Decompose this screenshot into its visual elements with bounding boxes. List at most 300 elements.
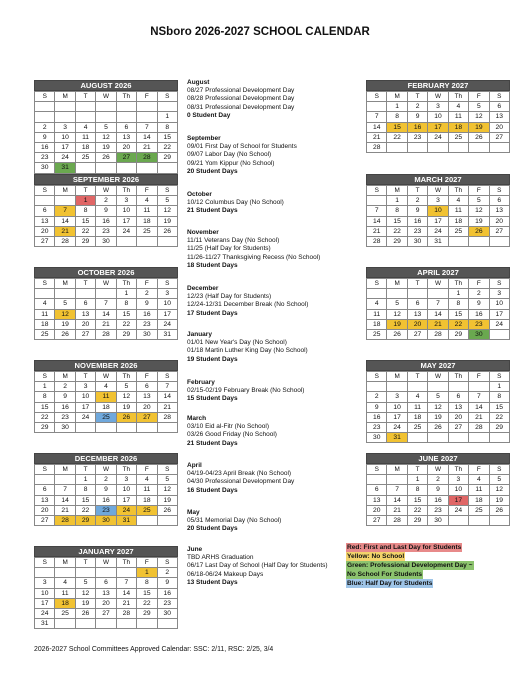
day-cell: 11	[96, 392, 116, 402]
event-item: 09/21 Yom Kippur (No School)	[187, 159, 275, 167]
day-cell	[489, 142, 509, 152]
weekday-label: S	[367, 186, 387, 196]
day-cell	[116, 163, 136, 173]
day-cell: 10	[428, 206, 448, 216]
day-cell: 18	[35, 319, 55, 329]
day-cell: 5	[75, 578, 95, 588]
day-cell: 29	[75, 515, 95, 525]
day-cell: 3	[116, 475, 136, 485]
month-events	[187, 191, 284, 216]
day-cell: 14	[137, 132, 157, 142]
weekday-label: F	[137, 279, 157, 289]
day-cell: 16	[137, 309, 157, 319]
weekday-label: Th	[116, 372, 136, 382]
weekday-label: T	[75, 92, 95, 102]
day-cell: 5	[387, 299, 407, 309]
month-events	[187, 415, 277, 448]
day-cell: 14	[469, 402, 489, 412]
month-calendar	[34, 267, 178, 340]
day-cell: 21	[428, 319, 448, 329]
weekday-label: F	[469, 186, 489, 196]
event-month-title: December	[187, 285, 219, 292]
day-cell: 18	[407, 412, 427, 422]
day-cell: 25	[96, 412, 116, 422]
day-cell	[35, 102, 55, 112]
weekday-label: F	[469, 92, 489, 102]
day-cell	[137, 619, 157, 629]
weekday-label: S	[367, 465, 387, 475]
day-cell: 2	[157, 568, 177, 578]
day-cell: 28	[137, 153, 157, 163]
day-cell: 19	[489, 495, 509, 505]
day-cell: 4	[367, 299, 387, 309]
day-cell: 26	[489, 505, 509, 515]
day-cell	[137, 515, 157, 525]
day-cell	[157, 422, 177, 432]
day-cell: 8	[448, 299, 468, 309]
day-cell: 31	[157, 329, 177, 339]
day-cell	[75, 102, 95, 112]
day-cell: 18	[55, 598, 75, 608]
weekday-label: S	[367, 279, 387, 289]
day-cell: 27	[448, 422, 468, 432]
weekday-label: T	[407, 465, 427, 475]
day-cell: 25	[367, 329, 387, 339]
day-cell: 27	[35, 515, 55, 525]
day-cell: 5	[428, 392, 448, 402]
day-cell: 19	[96, 142, 116, 152]
weekday-label: T	[407, 92, 427, 102]
weekday-label: W	[96, 465, 116, 475]
day-cell: 21	[96, 319, 116, 329]
event-item: 08/27 Professional Development Day	[187, 87, 295, 95]
day-cell: 29	[407, 515, 427, 525]
event-item: TBD ARHS Graduation	[187, 554, 254, 562]
day-cell: 14	[157, 392, 177, 402]
day-cell: 4	[75, 122, 95, 132]
day-cell: 20	[407, 319, 427, 329]
weekday-label: Th	[116, 186, 136, 196]
day-cell: 21	[469, 412, 489, 422]
month-calendar	[366, 360, 510, 443]
day-cell: 3	[428, 196, 448, 206]
day-cell: 23	[96, 505, 116, 515]
day-cell: 2	[137, 289, 157, 299]
day-cell: 7	[367, 206, 387, 216]
weekday-label: S	[367, 92, 387, 102]
day-cell: 7	[55, 206, 75, 216]
day-cell: 10	[387, 402, 407, 412]
day-cell	[116, 619, 136, 629]
day-cell: 14	[96, 309, 116, 319]
day-cell: 17	[55, 142, 75, 152]
day-cell: 11	[448, 206, 468, 216]
month-header: JANUARY 2027	[34, 546, 178, 557]
day-cell: 29	[75, 236, 95, 246]
day-cell: 4	[35, 299, 55, 309]
month-events	[187, 79, 294, 120]
day-cell: 24	[116, 226, 136, 236]
weekday-label: S	[157, 558, 177, 568]
day-cell: 1	[407, 475, 427, 485]
day-cell: 31	[116, 515, 136, 525]
day-cell: 23	[157, 598, 177, 608]
day-cell: 17	[428, 216, 448, 226]
day-cell: 17	[35, 598, 55, 608]
day-cell: 10	[489, 299, 509, 309]
day-cell: 28	[367, 142, 387, 152]
month-header: OCTOBER 2026	[34, 267, 178, 278]
day-cell	[75, 422, 95, 432]
day-cell: 1	[489, 382, 509, 392]
day-cell	[428, 142, 448, 152]
day-cell: 24	[116, 505, 136, 515]
weekday-label: S	[35, 186, 55, 196]
month-header: MARCH 2027	[366, 174, 510, 185]
weekday-label: Th	[116, 92, 136, 102]
day-cell: 27	[367, 515, 387, 525]
month-calendar	[366, 453, 510, 526]
day-cell: 6	[137, 382, 157, 392]
day-cell: 25	[75, 153, 95, 163]
weekday-label: M	[387, 186, 407, 196]
day-cell: 12	[469, 206, 489, 216]
day-cell	[428, 382, 448, 392]
day-cell: 16	[428, 495, 448, 505]
day-cell	[116, 236, 136, 246]
day-cell	[75, 163, 95, 173]
day-cell: 1	[448, 289, 468, 299]
weekday-label: Th	[448, 465, 468, 475]
day-cell: 7	[137, 122, 157, 132]
day-cell: 20	[137, 402, 157, 412]
day-cell: 26	[96, 153, 116, 163]
day-cell: 16	[157, 588, 177, 598]
day-cell: 30	[367, 433, 387, 443]
weekday-label: F	[137, 558, 157, 568]
day-cell: 21	[55, 226, 75, 236]
page-title: NSboro 2026-2027 SCHOOL CALENDAR	[150, 26, 370, 38]
day-cell: 21	[387, 505, 407, 515]
student-days-count: 18 Student Days	[187, 261, 238, 269]
month-header: SEPTEMBER 2026	[34, 174, 178, 185]
day-cell: 8	[157, 122, 177, 132]
month-calendar	[34, 453, 178, 526]
day-cell: 2	[428, 475, 448, 485]
day-cell: 12	[55, 309, 75, 319]
day-cell: 24	[448, 505, 468, 515]
day-cell	[157, 515, 177, 525]
day-cell: 5	[469, 102, 489, 112]
day-cell: 11	[407, 402, 427, 412]
day-cell: 19	[116, 402, 136, 412]
day-cell: 6	[96, 578, 116, 588]
day-cell	[96, 422, 116, 432]
day-cell	[35, 289, 55, 299]
day-cell: 31	[428, 236, 448, 246]
day-cell: 25	[137, 226, 157, 236]
day-cell: 24	[428, 226, 448, 236]
day-cell	[96, 112, 116, 122]
day-cell: 31	[55, 163, 75, 173]
day-cell: 13	[116, 132, 136, 142]
day-cell	[469, 515, 489, 525]
day-cell	[367, 196, 387, 206]
day-cell: 18	[469, 495, 489, 505]
month-events	[187, 546, 328, 587]
day-cell: 14	[428, 309, 448, 319]
day-cell	[448, 142, 468, 152]
day-cell	[489, 433, 509, 443]
student-days-count: 20 Student Days	[187, 167, 238, 175]
day-cell: 13	[96, 588, 116, 598]
day-cell: 8	[489, 392, 509, 402]
day-cell: 8	[35, 392, 55, 402]
day-cell: 12	[96, 132, 116, 142]
day-cell	[428, 433, 448, 443]
day-cell: 6	[35, 206, 55, 216]
student-days-count: 15 Student Days	[187, 395, 238, 403]
day-cell: 27	[489, 226, 509, 236]
event-month-title: January	[187, 331, 212, 338]
day-cell	[157, 102, 177, 112]
day-cell: 30	[96, 515, 116, 525]
day-cell: 6	[448, 392, 468, 402]
day-cell: 18	[448, 216, 468, 226]
day-cell: 1	[387, 102, 407, 112]
day-cell	[96, 163, 116, 173]
day-cell: 14	[387, 495, 407, 505]
day-cell: 17	[157, 309, 177, 319]
day-cell	[469, 142, 489, 152]
event-item: 09/07 Labor Day (No School)	[187, 151, 272, 159]
day-cell: 16	[35, 142, 55, 152]
day-cell	[96, 568, 116, 578]
day-cell: 30	[96, 236, 116, 246]
day-cell: 13	[75, 309, 95, 319]
day-cell: 17	[448, 495, 468, 505]
day-cell: 12	[75, 588, 95, 598]
month-events	[187, 509, 281, 534]
day-cell: 19	[387, 319, 407, 329]
day-cell: 16	[469, 309, 489, 319]
day-cell: 23	[367, 422, 387, 432]
day-cell: 29	[387, 236, 407, 246]
weekday-label: T	[407, 186, 427, 196]
day-cell: 29	[35, 422, 55, 432]
weekday-label: S	[157, 186, 177, 196]
day-cell: 30	[469, 329, 489, 339]
day-cell: 3	[428, 102, 448, 112]
day-cell: 13	[35, 216, 55, 226]
day-cell: 11	[75, 132, 95, 142]
day-cell	[469, 382, 489, 392]
day-cell: 11	[55, 588, 75, 598]
day-cell: 16	[96, 495, 116, 505]
day-cell: 12	[428, 402, 448, 412]
day-cell: 18	[137, 495, 157, 505]
day-cell: 5	[469, 196, 489, 206]
student-days-count: 21 Student Days	[187, 439, 238, 447]
month-calendar	[366, 80, 510, 153]
day-cell: 12	[469, 112, 489, 122]
day-cell: 19	[55, 319, 75, 329]
month-calendar	[366, 267, 510, 340]
day-cell	[116, 112, 136, 122]
day-cell: 27	[116, 153, 136, 163]
day-cell: 23	[469, 319, 489, 329]
day-cell: 29	[489, 422, 509, 432]
day-cell: 15	[75, 495, 95, 505]
event-item: 12/23 (Half Day for Students)	[187, 293, 272, 301]
day-cell: 6	[35, 485, 55, 495]
day-cell: 24	[428, 132, 448, 142]
weekday-label: M	[55, 279, 75, 289]
student-days-count: 17 Student Days	[187, 309, 238, 317]
day-cell: 19	[75, 598, 95, 608]
day-cell	[96, 619, 116, 629]
day-cell: 26	[387, 329, 407, 339]
month-calendar	[34, 174, 178, 247]
weekday-label: T	[75, 465, 95, 475]
weekday-label: Th	[448, 279, 468, 289]
day-cell: 12	[387, 309, 407, 319]
event-item: 09/01 First Day of School for Students	[187, 143, 297, 151]
day-cell	[116, 422, 136, 432]
day-cell	[407, 289, 427, 299]
day-cell: 1	[137, 568, 157, 578]
day-cell	[137, 236, 157, 246]
day-cell: 8	[387, 206, 407, 216]
day-cell: 28	[116, 608, 136, 618]
weekday-label: M	[55, 186, 75, 196]
day-cell: 4	[469, 475, 489, 485]
day-cell: 22	[387, 132, 407, 142]
day-cell: 11	[137, 485, 157, 495]
month-events	[187, 229, 320, 270]
month-events	[187, 331, 308, 364]
day-cell	[55, 289, 75, 299]
month-calendar	[366, 174, 510, 247]
day-cell	[96, 289, 116, 299]
day-cell	[367, 382, 387, 392]
day-cell: 15	[35, 402, 55, 412]
event-item: 06/17 Last Day of School (Half Day for Students)	[187, 562, 328, 570]
day-cell: 13	[489, 112, 509, 122]
day-cell: 15	[448, 309, 468, 319]
day-cell: 5	[55, 299, 75, 309]
event-item: 03/10 Eid al-Fitr (No School)	[187, 423, 270, 431]
footer-note: 2026-2027 School Committees Approved Calendar: SSC: 2/11, RSC: 2/25, 3/4	[34, 646, 274, 653]
day-cell: 6	[489, 196, 509, 206]
day-cell: 10	[157, 299, 177, 309]
day-cell: 20	[35, 505, 55, 515]
event-item: 11/11 Veterans Day (No School)	[187, 237, 280, 245]
day-cell: 28	[428, 329, 448, 339]
weekday-label: S	[489, 92, 509, 102]
day-cell	[35, 112, 55, 122]
day-cell: 1	[116, 289, 136, 299]
day-cell: 1	[75, 196, 95, 206]
weekday-label: S	[489, 186, 509, 196]
event-month-title: March	[187, 415, 207, 422]
day-cell: 30	[35, 163, 55, 173]
event-item: 10/12 Columbus Day (No School)	[187, 199, 284, 207]
day-cell	[428, 289, 448, 299]
day-cell: 8	[75, 485, 95, 495]
day-cell: 21	[367, 226, 387, 236]
day-cell	[157, 163, 177, 173]
day-cell: 3	[75, 382, 95, 392]
day-cell: 2	[55, 382, 75, 392]
day-cell: 9	[428, 485, 448, 495]
month-header: AUGUST 2026	[34, 80, 178, 91]
day-cell: 23	[55, 412, 75, 422]
day-cell: 15	[157, 132, 177, 142]
day-cell: 31	[387, 433, 407, 443]
weekday-label: F	[137, 92, 157, 102]
day-cell: 18	[96, 402, 116, 412]
weekday-label: W	[96, 186, 116, 196]
day-cell: 13	[407, 309, 427, 319]
day-cell	[55, 619, 75, 629]
day-cell: 10	[116, 206, 136, 216]
weekday-label: Th	[116, 558, 136, 568]
day-cell: 4	[137, 196, 157, 206]
day-cell: 10	[448, 485, 468, 495]
day-cell: 5	[157, 475, 177, 485]
event-month-title: November	[187, 229, 219, 236]
day-cell	[55, 102, 75, 112]
day-cell	[116, 102, 136, 112]
day-cell	[489, 236, 509, 246]
day-cell: 9	[407, 112, 427, 122]
day-cell	[469, 433, 489, 443]
event-item: 01/01 New Year's Day (No School)	[187, 339, 287, 347]
day-cell: 24	[55, 153, 75, 163]
day-cell: 27	[75, 329, 95, 339]
month-calendar	[34, 80, 178, 174]
day-cell: 11	[367, 309, 387, 319]
day-cell	[157, 619, 177, 629]
day-cell: 31	[35, 619, 55, 629]
day-cell: 18	[448, 122, 468, 132]
day-cell: 16	[407, 122, 427, 132]
day-cell: 22	[116, 319, 136, 329]
day-cell: 23	[407, 132, 427, 142]
day-cell: 10	[75, 392, 95, 402]
day-cell: 9	[469, 299, 489, 309]
day-cell: 15	[387, 216, 407, 226]
day-cell: 7	[428, 299, 448, 309]
day-cell: 12	[157, 206, 177, 216]
weekday-label: S	[157, 465, 177, 475]
day-cell: 10	[116, 485, 136, 495]
day-cell: 20	[96, 598, 116, 608]
day-cell: 20	[448, 412, 468, 422]
day-cell: 21	[157, 402, 177, 412]
weekday-label: Th	[448, 92, 468, 102]
weekday-label: S	[157, 279, 177, 289]
day-cell: 4	[448, 196, 468, 206]
day-cell: 14	[116, 588, 136, 598]
day-cell: 7	[96, 299, 116, 309]
event-item: 04/30 Professional Development Day	[187, 478, 295, 486]
day-cell: 16	[367, 412, 387, 422]
day-cell: 3	[35, 578, 55, 588]
day-cell: 13	[137, 392, 157, 402]
day-cell: 7	[116, 578, 136, 588]
